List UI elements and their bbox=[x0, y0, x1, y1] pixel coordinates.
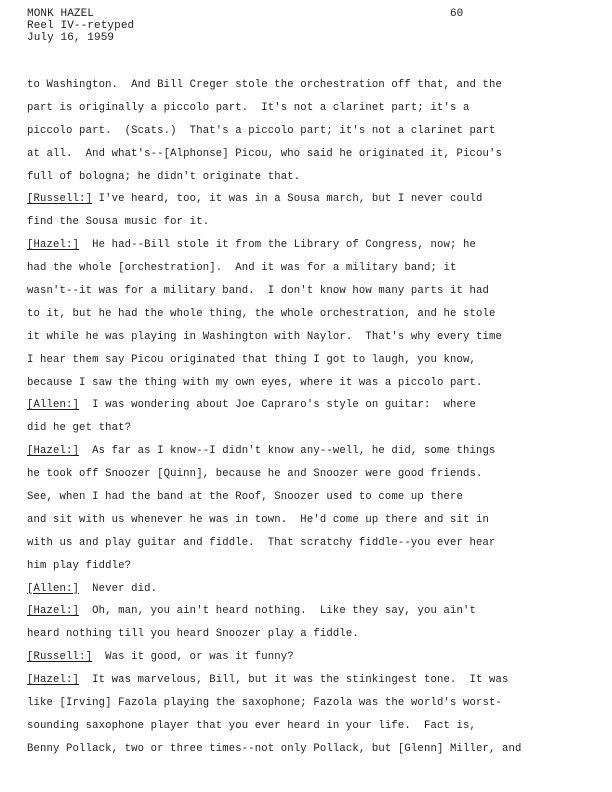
page-header bbox=[27, 8, 134, 44]
transcript-line bbox=[27, 303, 587, 326]
transcript-line bbox=[27, 166, 587, 189]
line-text: it while he was playing in Washington with Naylor. That's why every time bbox=[27, 330, 503, 343]
transcript-body bbox=[27, 74, 587, 761]
line-text: Benny Pollack, two or three times--not only Pollack, but [Glenn] Miller, and bbox=[27, 742, 522, 755]
transcript-line bbox=[27, 280, 587, 303]
line-text: It was marvelous, Bill, but it was the stinkingest tone. It was bbox=[79, 674, 509, 687]
transcript-line bbox=[27, 372, 587, 395]
line-text: I was wondering about Joe Capraro's style on guitar: where bbox=[79, 399, 477, 412]
line-text: at all. And what's--[Alphonse] Picou, who said he originated it, Picou's bbox=[27, 147, 503, 160]
line-text: I've heard, too, it was in a Sousa march, but I never could bbox=[92, 193, 483, 206]
line-text: he took off Snoozer [Quinn], because he and Snoozer were good friends. bbox=[27, 468, 483, 481]
line-text: did he get that? bbox=[27, 422, 132, 435]
transcript-line bbox=[27, 349, 587, 372]
transcript-line bbox=[27, 669, 587, 692]
transcript-line bbox=[27, 509, 587, 532]
line-text: and sit with us whenever he was in town. He'd come up there and sit in bbox=[27, 513, 490, 526]
line-text: wasn't--it was for a military band. I don't know how many parts it had bbox=[27, 285, 490, 298]
line-text: Was it good, or was it funny? bbox=[92, 651, 294, 664]
transcript-line bbox=[27, 326, 587, 349]
line-text: him play fiddle? bbox=[27, 559, 132, 572]
transcript-line bbox=[27, 463, 587, 486]
speaker-label: [Allen:] bbox=[27, 582, 80, 595]
line-text: full of bologna; he didn't originate that. bbox=[27, 170, 301, 183]
page-number: 60 bbox=[450, 8, 464, 20]
line-text: to it, but he had the whole thing, the whole orchestration, and he stole bbox=[27, 307, 496, 320]
speaker-label: [Russell:] bbox=[27, 651, 93, 664]
transcript-line bbox=[27, 600, 587, 623]
transcript-line bbox=[27, 74, 587, 97]
line-text: to Washington. And Bill Creger stole the orchestration off that, and the bbox=[27, 79, 503, 91]
transcript-line bbox=[27, 623, 587, 646]
transcript-line bbox=[27, 646, 587, 669]
transcript-line bbox=[27, 143, 587, 166]
line-text: See, when I had the band at the Roof, Snoozer used to come up there bbox=[27, 491, 463, 504]
line-text: Oh, man, you ain't heard nothing. Like they say, you ain't bbox=[79, 605, 477, 618]
header-date: July 16, 1959 bbox=[27, 32, 115, 44]
speaker-label: [Hazel:] bbox=[27, 445, 80, 458]
header-reel: Reel IV--retyped bbox=[27, 20, 135, 32]
speaker-label: [Hazel:] bbox=[27, 239, 80, 252]
transcript-line bbox=[27, 234, 587, 257]
transcript-line bbox=[27, 738, 587, 761]
transcript-line bbox=[27, 440, 587, 463]
transcript-line bbox=[27, 417, 587, 440]
header-title: MONK HAZEL bbox=[27, 8, 95, 20]
line-text: As far as I know--I didn't know any--well, he did, some things bbox=[79, 445, 496, 458]
transcript-line bbox=[27, 578, 587, 601]
transcript-line bbox=[27, 394, 587, 417]
transcript-line bbox=[27, 97, 587, 120]
line-text: sounding saxophone player that you ever heard in your life. Fact is, bbox=[27, 719, 477, 732]
transcript-line bbox=[27, 692, 587, 715]
line-text: piccolo part. (Scats.) That's a piccolo part; it's not a clarinet part bbox=[27, 124, 496, 137]
transcript-line bbox=[27, 555, 587, 578]
line-text: I hear them say Picou originated that thing I got to laugh, you know, bbox=[27, 353, 477, 366]
transcript-line bbox=[27, 188, 587, 211]
line-text: find the Sousa music for it. bbox=[27, 216, 210, 229]
transcript-line bbox=[27, 120, 587, 143]
line-text: like [Irving] Fazola playing the saxophone; Fazola was the world's worst- bbox=[27, 697, 503, 710]
line-text: He had--Bill stole it from the Library of Congress, now; he bbox=[79, 239, 477, 252]
line-text: because I saw the thing with my own eyes, where it was a piccolo part. bbox=[27, 376, 483, 389]
transcript-line bbox=[27, 715, 587, 738]
line-text: Never did. bbox=[79, 582, 158, 595]
line-text: part is originally a piccolo part. It's not a clarinet part; it's a bbox=[27, 101, 470, 114]
transcript-line bbox=[27, 257, 587, 280]
transcript-line bbox=[27, 211, 587, 234]
line-text: heard nothing till you heard Snoozer play a fiddle. bbox=[27, 628, 359, 641]
speaker-label: [Hazel:] bbox=[27, 674, 80, 687]
speaker-label: [Hazel:] bbox=[27, 605, 80, 618]
transcript-line bbox=[27, 532, 587, 555]
line-text: had the whole [orchestration]. And it was for a military band; it bbox=[27, 262, 457, 275]
speaker-label: [Allen:] bbox=[27, 399, 80, 412]
line-text: with us and play guitar and fiddle. That scratchy fiddle--you ever hear bbox=[27, 536, 496, 549]
transcript-line bbox=[27, 486, 587, 509]
speaker-label: [Russell:] bbox=[27, 193, 93, 206]
